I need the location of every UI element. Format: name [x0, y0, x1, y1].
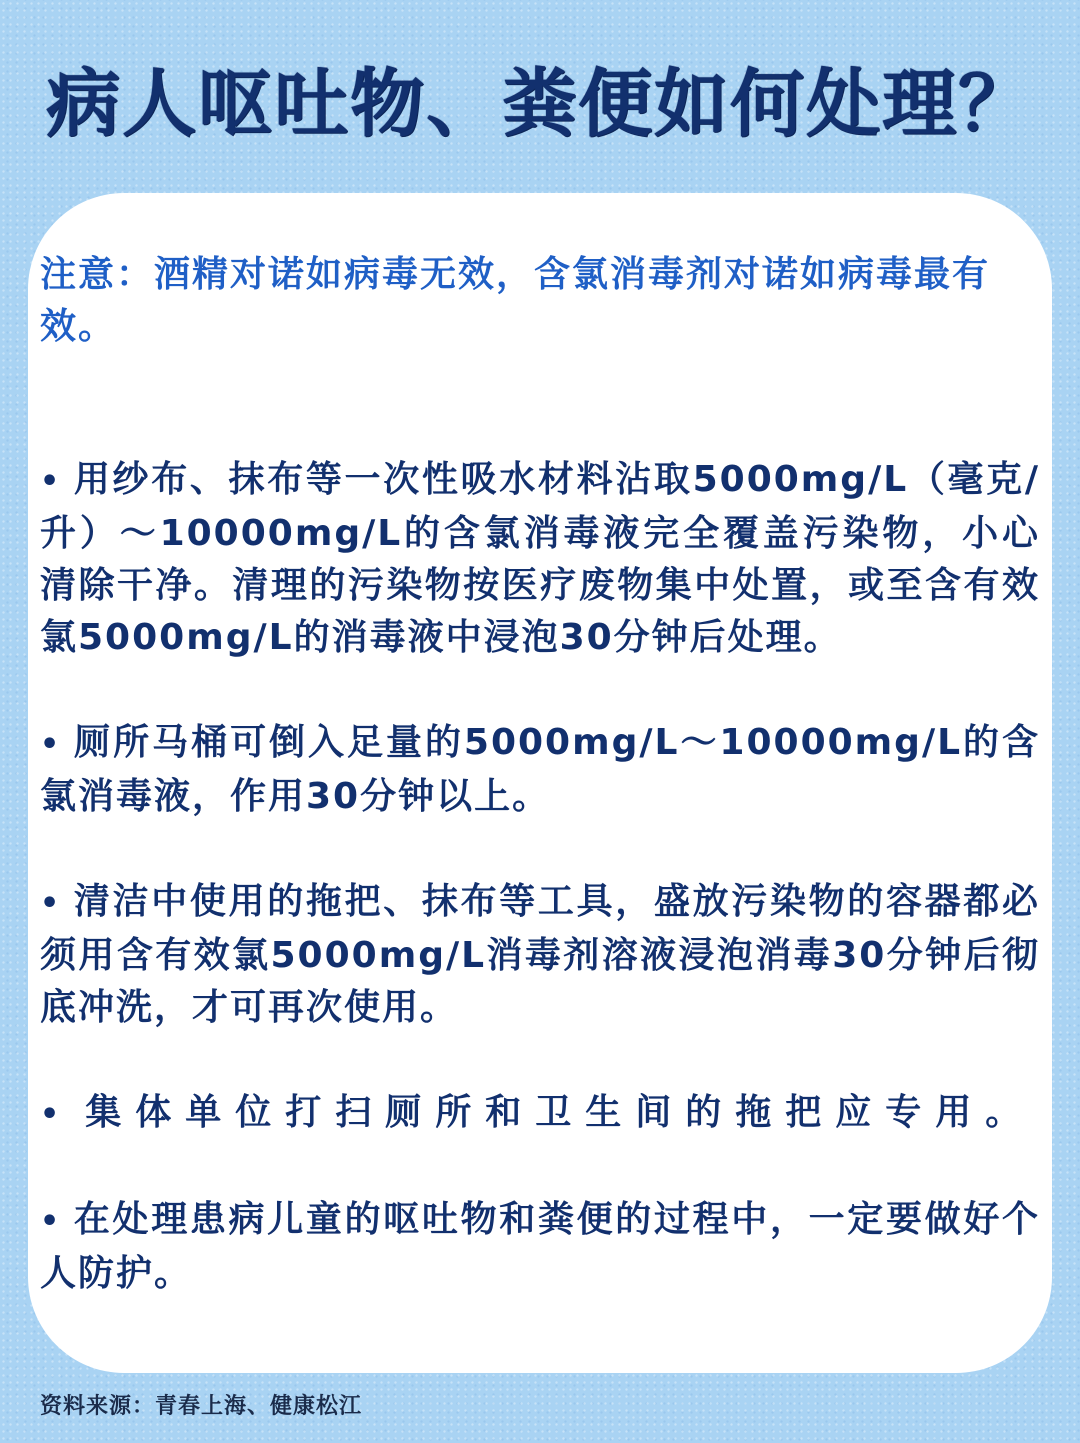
list-item: [40, 454, 1040, 664]
bullet-icon: •: [40, 886, 62, 921]
list-item: [40, 1087, 1040, 1141]
list-item-text: 在处理患病儿童的呕吐物和粪便的过程中，一定要做好个人防护。: [40, 1199, 1040, 1294]
list-item: [40, 1194, 1040, 1300]
list-item: [40, 717, 1040, 823]
list-item-text: 用纱布、抹布等一次性吸水材料沾取5000mg/L（毫克/升）～10000mg/L的含氯消毒液完全覆盖污染物，小心清除干净。清理的污染物按医疗废物集中处置，或至含有效氯5000mg/L的消毒液中浸泡30分钟后处理。: [40, 459, 1040, 658]
attention-note: 注意：酒精对诺如病毒无效，含氯消毒剂对诺如病毒最有效。: [40, 254, 991, 347]
list-item-text: 集体单位打扫厕所和卫生间的拖把应专用。: [85, 1092, 1036, 1133]
list-item-text: 清洁中使用的拖把、抹布等工具，盛放污染物的容器都必须用含有效氯5000mg/L消毒剂溶液浸泡消毒30分钟后彻底冲洗，才可再次使用。: [40, 881, 1040, 1028]
source-credit: 资料来源：青春上海、健康松江: [40, 1394, 363, 1419]
bullet-icon: •: [40, 1097, 74, 1132]
list-item: [40, 876, 1040, 1034]
bullet-icon: •: [40, 727, 62, 762]
bullet-icon: •: [40, 1204, 62, 1239]
list-item-text: 厕所马桶可倒入足量的5000mg/L～10000mg/L的含氯消毒液，作用30分钟以上。: [40, 722, 1040, 817]
instruction-list: [40, 454, 1040, 1300]
bullet-icon: •: [40, 464, 62, 499]
page-title: 病人呕吐物、粪便如何处理？: [46, 61, 1034, 147]
